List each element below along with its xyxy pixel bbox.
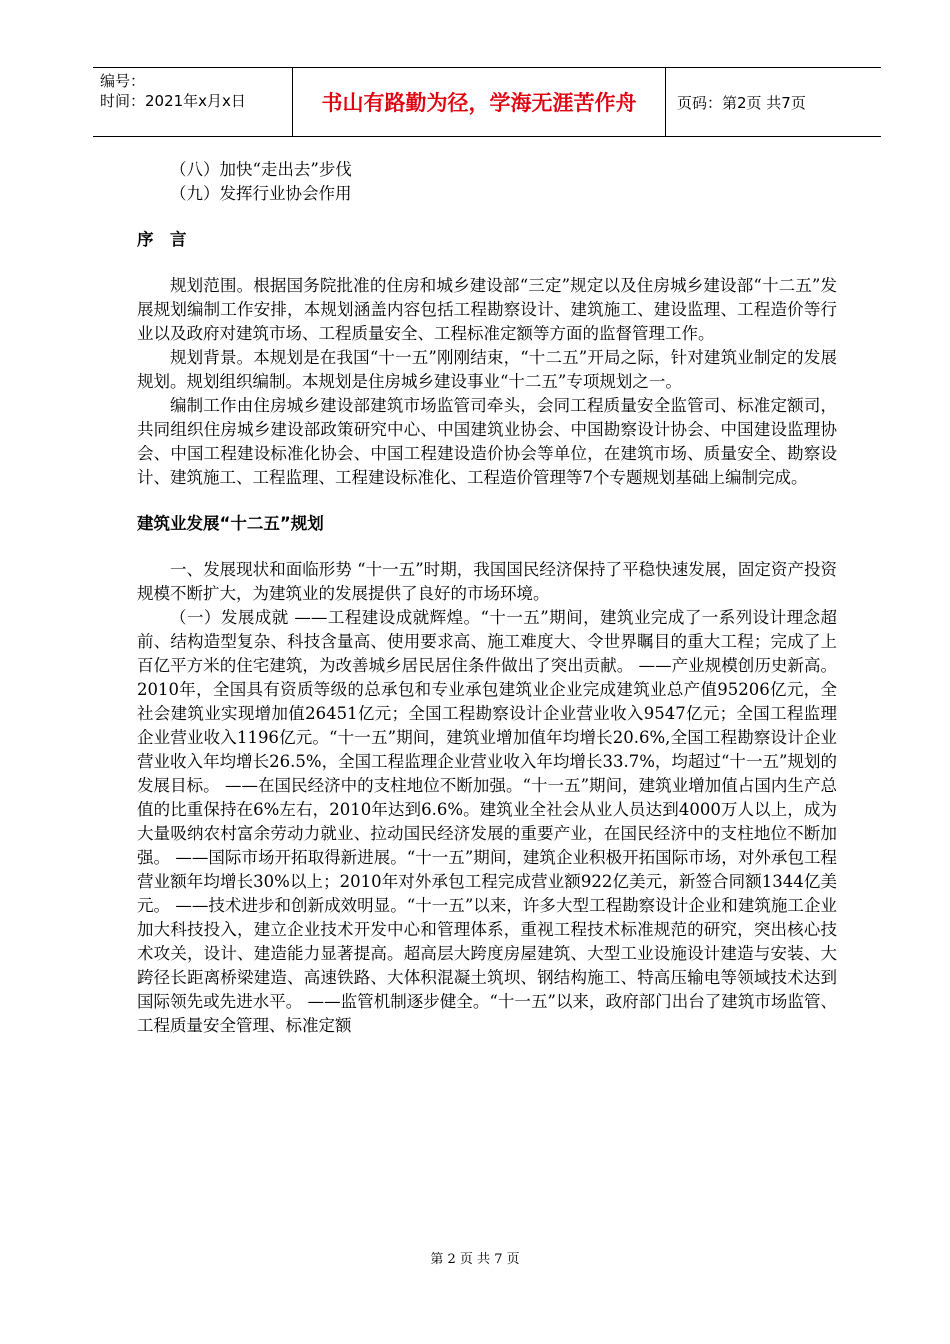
header-divider bbox=[665, 68, 666, 136]
preface-paragraph: 规划范围。根据国务院批准的住房和城乡建设部“三定”规定以及住房城乡建设部“十二五”发展规划编制工作安排，本规划涵盖内容包括工程勘察设计、建筑施工、建设监理、工程造价等行业以及政府对建筑市场、工程质量安全、工程标准定额等方面的监督管理工作。 bbox=[137, 276, 837, 343]
document-body bbox=[137, 158, 837, 1038]
header-meta bbox=[100, 71, 246, 111]
plan-title: 建筑业发展“十二五”规划 bbox=[137, 514, 324, 533]
plan-paragraph: 一、发展现状和面临形势 “十一五”时期，我国国民经济保持了平稳快速发展，固定资产投资规模不断扩大，为建筑业的发展提供了良好的市场环境。 bbox=[137, 560, 837, 603]
time-label: 时间：2021年x月x日 bbox=[100, 92, 246, 110]
plan-paragraph: （一）发展成就 ——工程建设成就辉煌。“十一五”期间，建筑业完成了一系列设计理念超前、结构造型复杂、科技含量高、使用要求高、施工难度大、令世界瞩目的重大工程；完成了上百亿平方米的住宅建筑，为改善城乡居民居住条件做出了突出贡献。 ——产业规模创历史新高。2010年，全国具有资质等级的总承包和专业承包建筑业企业完成建筑业总产值95206亿元，全社会建筑业实现增加值26451亿元；全国工程勘察设计企业营业收入9547亿元；全国工程监理企业营业收入1196亿元。“十一五”期间，建筑业增加值年均增长20.6%,全国工程勘察设计企业营业收入年均增长26.5%，全国工程监理企业营业收入年均增长33.7%，均超过“十一五”规划的发展目标。 ——在国民经济中的支柱地位不断加强。“十一五”期间，建筑业增加值占国内生产总值的比重保持在6%左右，2010年达到6.6%。建筑业全社会从业人员达到4000万人以上，成为大量吸纳农村富余劳动力就业、拉动国民经济发展的重要产业，在国民经济中的支柱地位不断加强。 ——国际市场开拓取得新进展。“十一五”期间，建筑企业积极开拓国际市场，对外承包工程营业额年均增长30%以上；2010年对外承包工程完成营业额922亿美元，新签合同额1344亿美元。 ——技术进步和创新成效明显。“十一五”以来，许多大型工程勘察设计企业和建筑施工企业加大科技投入，建立企业技术开发中心和管理体系，重视工程技术标准规范的研究，突出核心技术攻关，设计、建造能力显著提高。超高层大跨度房屋建筑、大型工业设施设计建造与安装、大跨径长距离桥梁建造、高速铁路、大体积混凝土筑坝、钢结构施工、特高压输电等领域技术达到国际领先或先进水平。 ——监管机制逐步健全。“十一五”以来，政府部门出台了建筑市场监管、工程质量安全管理、标准定额 bbox=[137, 608, 837, 1035]
header-page-label: 页码：第2页 共7页 bbox=[677, 93, 806, 112]
header-motto: 书山有路勤为径，学海无涯苦作舟 bbox=[321, 91, 637, 115]
preface-paragraph: 规划背景。本规划是在我国“十一五”刚刚结束，“十二五”开局之际，针对建筑业制定的发展规划。规划组织编制。本规划是住房城乡建设事业“十二五”专项规划之一。 bbox=[137, 348, 837, 391]
page-footer: 第 2 页 共 7 页 bbox=[430, 1252, 520, 1267]
toc-item: （八）加快“走出去”步伐 bbox=[170, 160, 352, 179]
preface-title: 序 言 bbox=[137, 230, 187, 249]
toc-item: （九）发挥行业协会作用 bbox=[170, 184, 352, 203]
code-label: 编号： bbox=[100, 72, 146, 90]
preface-paragraph: 编制工作由住房城乡建设部建筑市场监管司牵头，会同工程质量安全监管司、标准定额司，共同组织住房城乡建设部政策研究中心、中国建筑业协会、中国勘察设计协会、中国建设监理协会、中国工程建设标准化协会、中国工程建设造价协会等单位，在建筑市场、质量安全、勘察设计、建筑施工、工程监理、工程建设标准化、工程造价管理等7个专题规划基础上编制完成。 bbox=[137, 396, 837, 487]
page-header bbox=[93, 67, 881, 137]
